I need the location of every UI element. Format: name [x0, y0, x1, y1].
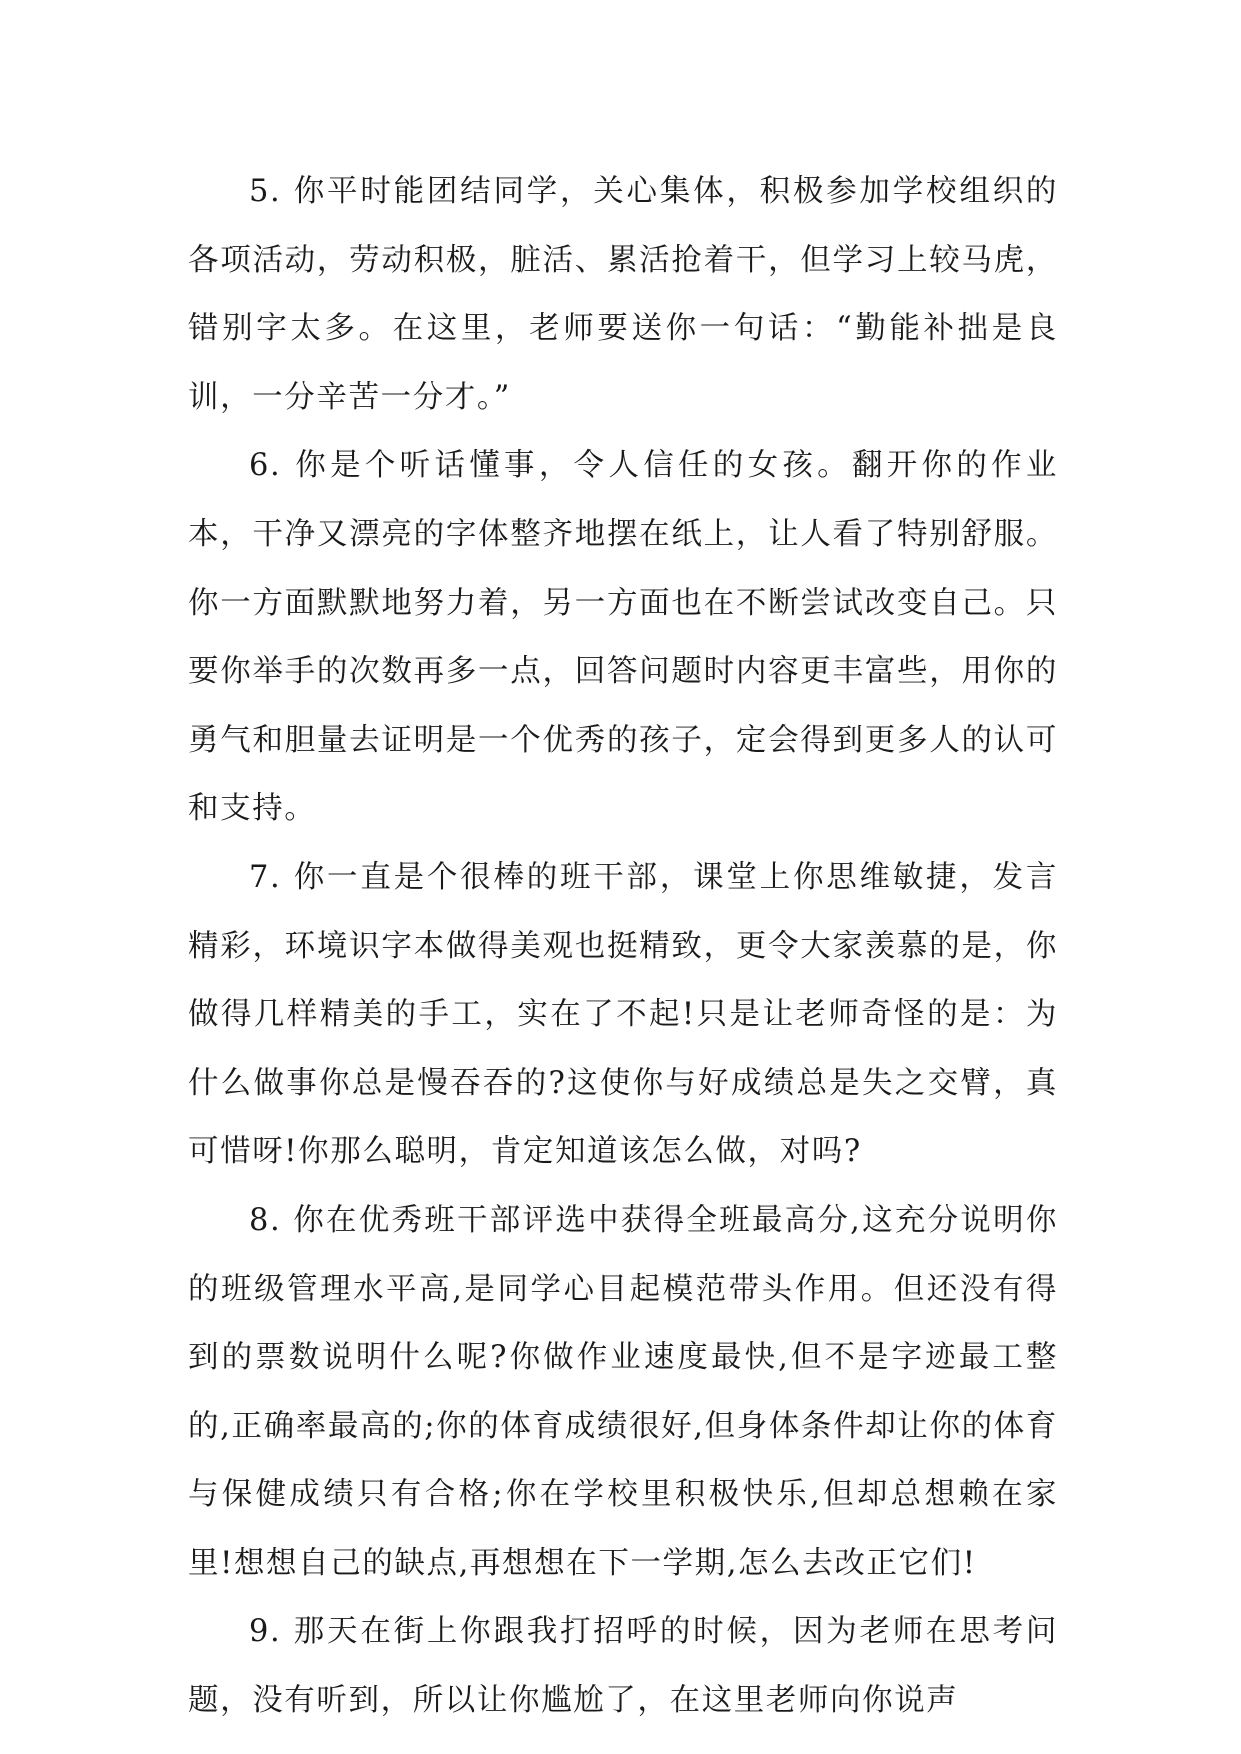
document-body: [188, 158, 1058, 1736]
paragraph-9: 9. 那天在街上你跟我打招呼的时候，因为老师在思考问题，没有听到，所以让你尴尬了，在这里老师向你说声: [188, 1614, 1058, 1719]
paragraph-6: 6. 你是个听话懂事，令人信任的女孩。翻开你的作业本，干净又漂亮的字体整齐地摆在纸上，让人看了特别舒服。你一方面默默地努力着，另一方面也在不断尝试改变自己。只要你举手的次数再多一点，回答问题时内容更丰富些，用你的勇气和胆量去证明是一个优秀的孩子，定会得到更多人的认可和支持。: [188, 448, 1058, 827]
paragraph-8: 8. 你在优秀班干部评选中获得全班最高分,这充分说明你的班级管理水平高,是同学心目起模范带头作用。但还没有得到的票数说明什么呢?你做作业速度最快,但不是字迹最工整的,正确率最高的;你的体育成绩很好,但身体条件却让你的体育与保健成绩只有合格;你在学校里积极快乐,但却总想赖在家里!想想自己的缺点,再想想在下一学期,怎么去改正它们!: [188, 1202, 1058, 1581]
paragraph-5: 5. 你平时能团结同学，关心集体，积极参加学校组织的各项活动，劳动积极，脏活、累活抢着干，但学习上较马虎，错别字太多。在这里，老师要送你一句话：“勤能补拙是良训，一分辛苦一分才。”: [188, 174, 1058, 415]
paragraph-7: 7. 你一直是个很棒的班干部，课堂上你思维敏捷，发言精彩，环境识字本做得美观也挺精致，更令大家羡慕的是，你做得几样精美的手工，实在了不起!只是让老师奇怪的是：为什么做事你总是慢吞吞的?这使你与好成绩总是失之交臂，真可惜呀!你那么聪明，肯定知道该怎么做，对吗?: [188, 859, 1058, 1170]
